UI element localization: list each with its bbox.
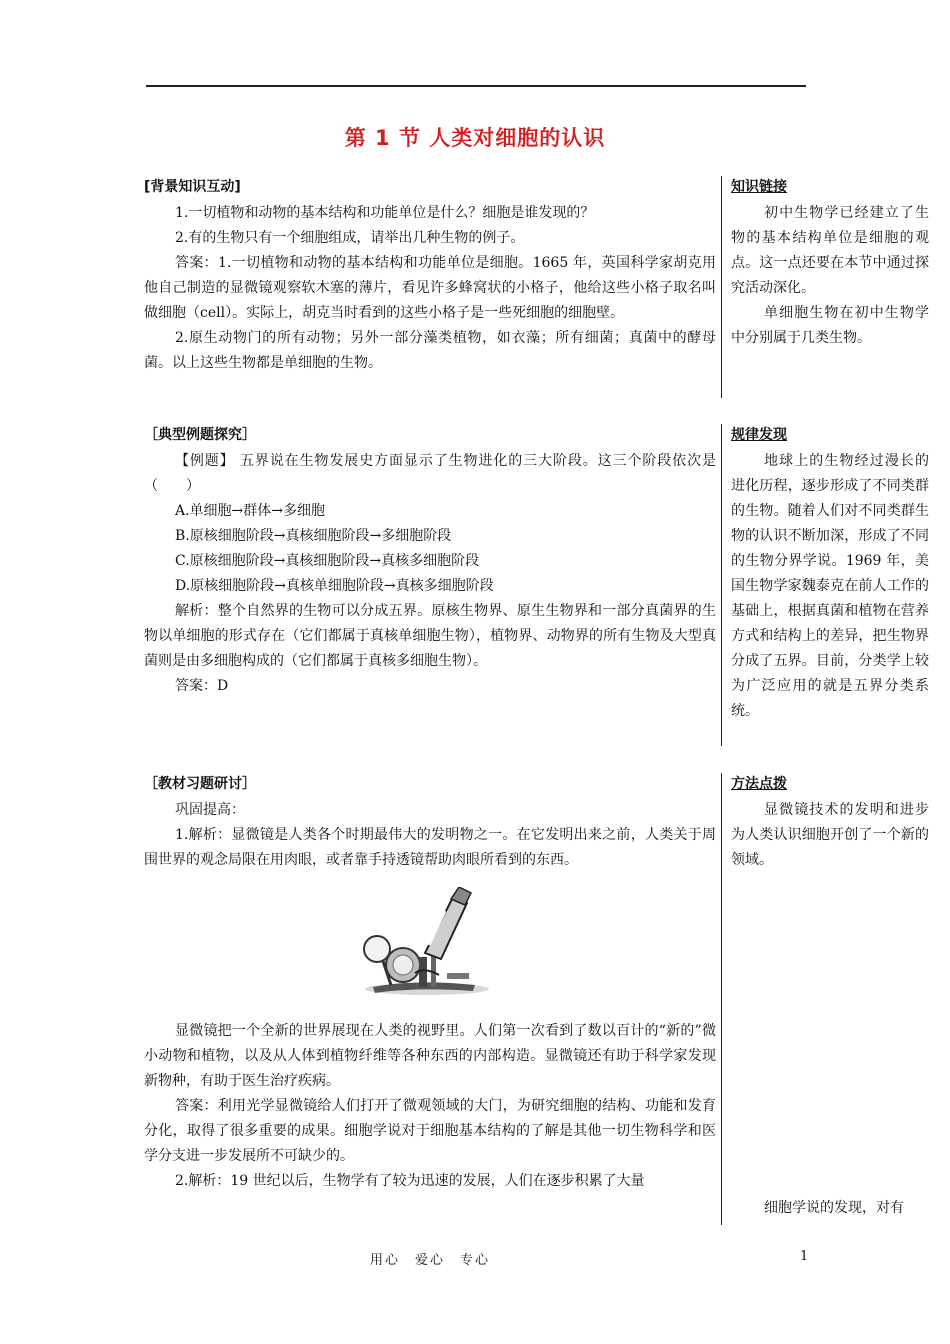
sidebar-paragraph: 地球上的生物经过漫长的进化历程，逐步形成了不同类群的生物。随着人们对不同类群生物的认识不断加深，形成了不同的生物分界学说。1969 年，美国生物学家魏泰克在前人工作的基础上，根据真菌和植物在营养方式和结构上的差异，把生物界分成了五界。目前，分类学上较为广泛应用的就是五界分类系统。 <box>731 453 929 719</box>
sidebar-heading: 方法点拨 <box>731 776 787 792</box>
column-divider <box>721 773 722 1225</box>
exercise-2-analysis: 2.解析：19 世纪以后，生物学有了较为迅速的发展，人们在逐步积累了大量 <box>175 1173 645 1189</box>
page-title: 第 1 节 人类对细胞的认识 <box>344 126 606 150</box>
option-a: A.单细胞→群体→多细胞 <box>175 503 326 519</box>
column-divider <box>721 424 722 746</box>
answer-1: 答案：1.一切植物和动物的基本结构和功能单位是细胞。1665 年，英国科学家胡克用他自己制造的显微镜观察软木塞的薄片，看见许多蜂窝状的小格子，他给这些小格子取名叫做细胞（cell）。实际上，胡克当时看到的这些小格子是一些死细胞的细胞壁。 <box>144 255 716 321</box>
answer-2: 2.原生动物门的所有动物；另外一部分藻类植物，如衣藻；所有细菌；真菌中的酵母菌。以上这些生物都是单细胞的生物。 <box>144 330 716 371</box>
option-d: D.原核细胞阶段→真核单细胞阶段→真核多细胞阶段 <box>175 578 494 594</box>
exercise-1-analysis: 1.解析：显微镜是人类各个时期最伟大的发明物之一。在它发明出来之前，人类关于周围世界的观念局限在用肉眼，或者靠手持透镜帮助肉眼所看到的东西。 <box>144 827 716 868</box>
question-2: 2.有的生物只有一个细胞组成，请举出几种生物的例子。 <box>175 230 525 246</box>
sidebar-paragraph: 显微镜技术的发明和进步为人类认识细胞开创了一个新的领域。 <box>731 802 929 868</box>
sidebar-method-tips <box>731 773 929 873</box>
microscope-illustration <box>355 887 505 999</box>
column-divider <box>721 176 722 398</box>
section-heading: [背景知识互动] <box>144 179 241 195</box>
sidebar-paragraph: 细胞学说的发现，对有 <box>764 1200 904 1216</box>
consolidation-label: 巩固提高： <box>175 802 245 818</box>
page-number: 1 <box>800 1249 809 1264</box>
example-answer: 答案：D <box>175 678 229 694</box>
sidebar-continuation <box>731 1196 929 1221</box>
option-b: B.原核细胞阶段→真核细胞阶段→多细胞阶段 <box>175 528 452 544</box>
sidebar-heading: 知识链接 <box>731 179 787 195</box>
sidebar-paragraph: 单细胞生物在初中生物学中分别属于几类生物。 <box>731 305 929 346</box>
section-background-knowledge <box>144 176 716 376</box>
question-1: 1.一切植物和动物的基本结构和功能单位是什么？细胞是谁发现的？ <box>175 205 595 221</box>
footer-motto: 用心 爱心 专心 <box>370 1253 491 1268</box>
example-question: 【例题】 五界说在生物发展史方面显示了生物进化的三大阶段。这三个阶段依次是（ ） <box>144 453 716 494</box>
sidebar-pattern-discovery <box>731 424 929 724</box>
exercise-1-answer: 答案：利用光学显微镜给人们打开了微观领域的大门，为研究细胞的结构、功能和发育分化，取得了很多重要的成果。细胞学说对于细胞基本结构的了解是其他一切生物科学和医学分支进一步发展所不可缺少的。 <box>144 1098 716 1164</box>
header-rule <box>146 85 806 87</box>
example-analysis: 解析：整个自然界的生物可以分成五界。原核生物界、原生生物界和一部分真菌界的生物以单细胞的形式存在（它们都属于真核单细胞生物），植物界、动物界的所有生物及大型真菌则是由多细胞构成的（它们都属于真核多细胞生物）。 <box>144 603 716 669</box>
section-typical-example <box>144 424 716 699</box>
sidebar-knowledge-link <box>731 176 929 351</box>
microscope-description: 显微镜把一个全新的世界展现在人类的视野里。人们第一次看到了数以百计的“新的”微小动物和植物，以及从人体到植物纤维等各种东西的内部构造。显微镜还有助于科学家发现新物种，有助于医生治疗疾病。 <box>144 1023 716 1089</box>
sidebar-heading: 规律发现 <box>731 427 787 443</box>
option-c: C.原核细胞阶段→真核细胞阶段→真核多细胞阶段 <box>175 553 480 569</box>
section-heading: ［典型例题探究］ <box>144 427 256 443</box>
sidebar-paragraph: 初中生物学已经建立了生物的基本结构单位是细胞的观点。这一点还要在本节中通过探究活动深化。 <box>731 205 929 296</box>
section-textbook-exercises <box>144 773 716 1194</box>
section-heading: ［教材习题研讨］ <box>144 776 256 792</box>
